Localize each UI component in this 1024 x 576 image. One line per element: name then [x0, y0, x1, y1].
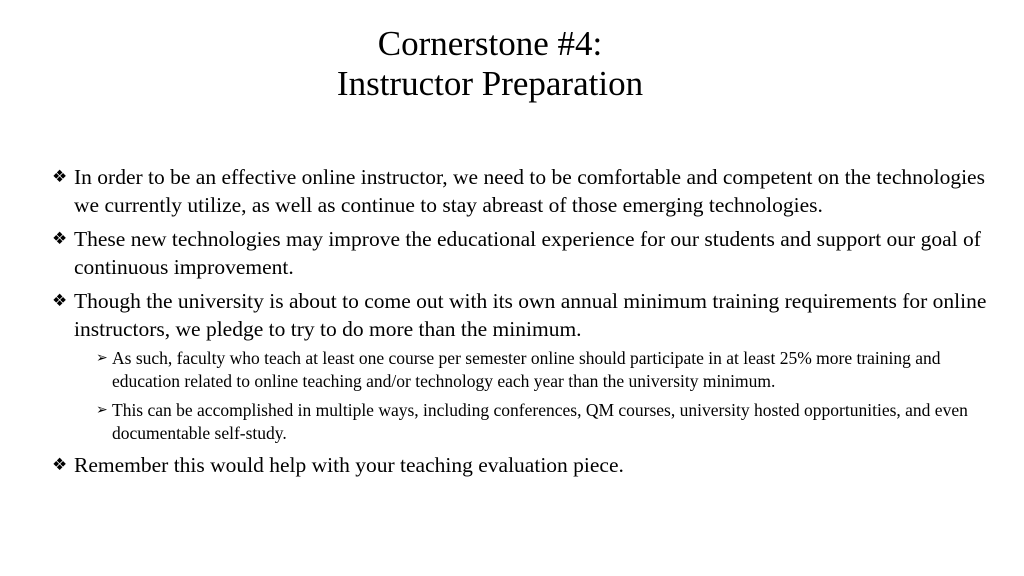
- diamond-bullet-icon: ❖: [52, 291, 68, 311]
- bullet-item: [52, 287, 1000, 343]
- sub-bullet-list: [52, 347, 1000, 445]
- bullet-item: [52, 163, 1000, 219]
- slide-title-line-2: Instructor Preparation: [336, 64, 644, 103]
- bullet-text: These new technologies may improve the educational experience for our students and support our goal of continuous improvement.: [74, 227, 981, 279]
- arrow-bullet-icon: ➢: [96, 350, 108, 366]
- slide-title-line-1: Cornerstone #4:: [377, 24, 603, 63]
- diamond-bullet-icon: ❖: [52, 455, 68, 475]
- diamond-bullet-icon: ❖: [52, 229, 68, 249]
- bullet-item: [52, 225, 1000, 281]
- bullet-item: [52, 451, 1000, 479]
- bullet-text: In order to be an effective online instructor, we need to be comfortable and competent on the technologies we currently utilize, as well as continue to stay abreast of those emerging technologies.: [74, 165, 985, 217]
- sub-bullet-text: This can be accomplished in multiple ways, including conferences, QM courses, university hosted opportunities, and even documentable self-study.: [112, 400, 968, 443]
- bullet-text: Remember this would help with your teaching evaluation piece.: [74, 453, 624, 477]
- bullet-list: [52, 163, 1000, 485]
- sub-bullet-item: [52, 399, 1000, 445]
- sub-bullet-text: As such, faculty who teach at least one course per semester online should participate in at least 25% more training and education related to online teaching and/or technology each year than the university minimum.: [112, 348, 941, 391]
- slide-title: [0, 24, 980, 104]
- arrow-bullet-icon: ➢: [96, 402, 108, 418]
- sub-bullet-item: [52, 347, 1000, 393]
- bullet-text: Though the university is about to come out with its own annual minimum training requirements for online instructors, we pledge to try to do more than the minimum.: [74, 289, 987, 341]
- diamond-bullet-icon: ❖: [52, 167, 68, 187]
